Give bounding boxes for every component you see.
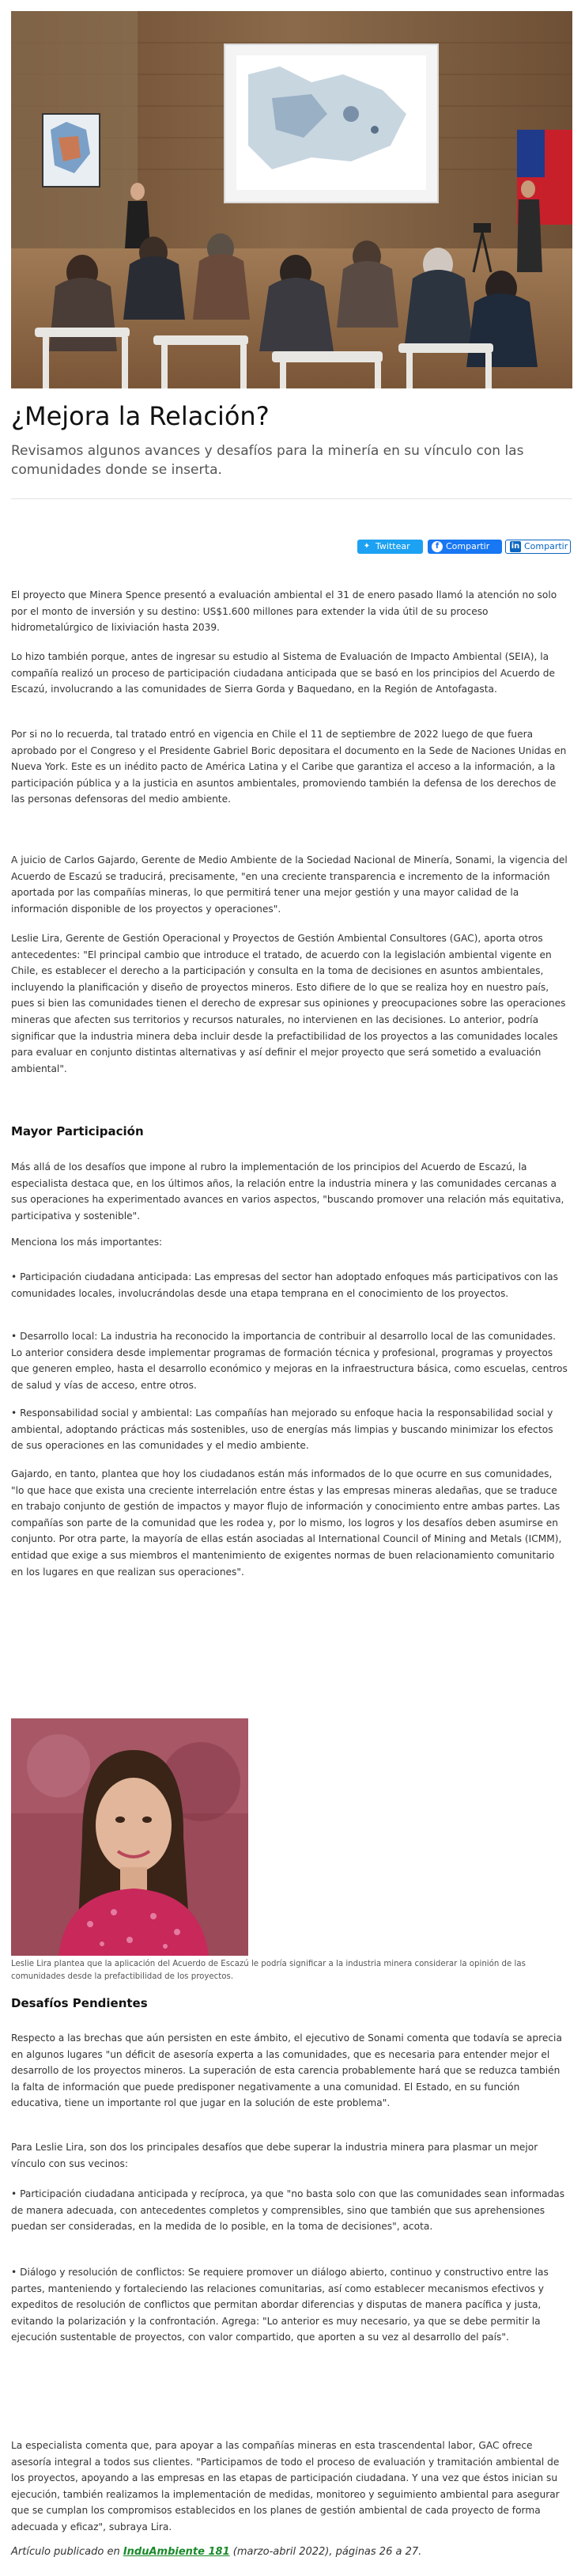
paragraph: Gajardo, en tanto, plantea que hoy los ciudadanos están más informados de lo que ocurre en sus comunidades, "lo que hace que exista una creciente interrelación entre éstas y las empresas mineras aledañas, que se traduce en trabajo conjunto de gestión de impactos y mayor flujo de información y conocimiento entre ambas partes. Las compañías son parte de la comunidad que les rodea y, por lo mismo, los logros y los desafíos deben asumirse en conjunto. Por otra parte, la mayoría de ellas están asociadas al International Council of Mining and Metals (ICMM), entidad que exige a sus miembros el mantenimiento de exigentes normas de buen relacionamiento comunitario en los lugares en que realizan sus operaciones".	[11, 1468, 562, 1578]
publication-note	[11, 2544, 568, 2560]
paragraph: Menciona los más importantes:	[11, 1237, 163, 1248]
paragraph: Para Leslie Lira, son dos los principales desafíos que debe superar la industria minera para plasmar un mejor vínculo con sus vecinos:	[11, 2142, 538, 2169]
list-item: • Desarrollo local: La industria ha reconocido la importancia de contribuir al desarrollo local de las comunidades. Lo anterior considera desde implementar programas de formación técnica y profesional, programas y proyectos que generen empleo, hasta el desarrollo económico y mejoras en la infraestructura básica, como escuelas, centros de salud y vías de acceso, entre otros.	[11, 1331, 568, 1391]
paragraph: A juicio de Carlos Gajardo, Gerente de Medio Ambiente de la Sociedad Nacional de Minería, Sonami, la vigencia del Acuerdo de Escazú se traducirá, precisamente, "en una creciente transparencia e incremento de la información aportada por las compañías mineras, lo que permitirá tener una mejor gestión y una mayor calidad de la información disponible de los proyectos y operaciones".	[11, 854, 568, 915]
paragraph: Leslie Lira, Gerente de Gestión Operacional y Proyectos de Gestión Ambiental Consultores (GAC), aporta otros antecedentes: "El principal cambio que introduce el tratado, de acuerdo con la legislación ambiental vigente en Chile, es establecer el derecho a la participación y consulta en la toma de decisiones en asuntos ambientales, incluyendo la planificación y diseño de proyectos mineros. Esto difiere de lo que se realiza hoy en nuestro país, pues si bien las comunidades tienen el derecho de expresar sus opiniones y preocupaciones sobre las operaciones mineras que afecten sus territorios y recursos naturales, no intervienen en las decisiones. Lo anterior, podría significar que la industria minera deba incluir desde la prefactibilidad de los proyectos a las comunidades locales para evaluar en conjunto distintas alternativas y así definir el mejor proyecto que será sometido a evaluación ambiental".	[11, 933, 566, 1074]
linkedin-icon: in	[511, 542, 520, 551]
list-item: • Participación ciudadana anticipada y recíproca, ya que "no basta solo con que las comunidades sean informadas de manera adecuada, con antecedentes completos y comprensibles, sino que también que sus aprehensiones puedan ser consideradas, en la medida de lo posible, en la toma de decisiones", acota.	[11, 2188, 565, 2233]
section-heading: Desafíos Pendientes	[11, 1996, 148, 2010]
facebook-icon: f	[432, 541, 443, 552]
list-item: • Participación ciudadana anticipada: Las empresas del sector han adoptado enfoques más participativos con las comunidades locales, involucrándolas desde una etapa temprana en el conocimiento de los proyectos.	[11, 1271, 559, 1299]
linkedin-share-label: Compartir	[524, 541, 568, 551]
leslie-lira-photo	[11, 1718, 248, 1956]
paragraph: La especialista comenta que, para apoyar a las compañías mineras en esta trascendental labor, GAC ofrece asesoría integral a todos sus clientes. "Participamos de todo el proceso de evaluación y tramitación ambiental de los proyectos, apoyando a las empresas en las etapas de participación ciudadana. Y una vez que éstos inician su ejecución, también realizamos la implementación de medidas, monitoreo y seguimiento ambiental para asegurar que se cumplan los compromisos establecidos en los planes de gestión ambiental de cada proyecto de forma adecuada y eficaz", subraya Lira.	[11, 2440, 560, 2532]
divider	[11, 498, 572, 499]
linkedin-share-button[interactable]	[505, 540, 571, 554]
publication-suffix: (marzo-abril 2022), páginas 26 a 27.	[229, 2546, 422, 2558]
paragraph: Por si no lo recuerda, tal tratado entró en vigencia en Chile el 11 de septiembre de 2022 luego de que fuera aprobado por el Congreso y el Presidente Gabriel Boric depositara el documento en la Sede de Naciones Unidas en Nueva York. Este es un inédito pacto de América Latina y el Caribe que garantiza el acceso a la información, a la participación pública y a la justicia en asuntos ambientales, promoviendo también la defensa de los derechos de las personas defensoras del medio ambiente.	[11, 729, 567, 805]
photo-caption: Leslie Lira plantea que la aplicación del Acuerdo de Escazú le podría significar a la industria minera considerar la opinión de las comunidades desde la prefactibilidad de los proyectos.	[11, 1960, 526, 1981]
hero-photo	[11, 11, 572, 388]
list-item: • Responsabilidad social y ambiental: Las compañías han mejorado su enfoque hacia la responsabilidad social y ambiental, adoptando prácticas más sostenibles, uso de energías más limpias y buscando minimizar los efectos de sus operaciones en las comunidades y el medio ambiente.	[11, 1407, 553, 1452]
twitter-share-button[interactable]	[357, 540, 423, 554]
twitter-icon: ✦	[363, 542, 371, 551]
publication-prefix: Artículo publicado en	[11, 2546, 123, 2558]
paragraph: Lo hizo también porque, antes de ingresar su estudio al Sistema de Evaluación de Impacto Ambiental (SEIA), la compañía realizó un proceso de participación ciudadana anticipada que se basó en los principios del Acuerdo de Escazú, involucrando a las comunidades de Sierra Gorda y Baquedano, en la Región de Antofagasta.	[11, 651, 555, 695]
paragraph: Más allá de los desafíos que impone al rubro la implementación de los principios del Acuerdo de Escazú, la especialista destaca que, en los últimos años, la relación entre la industria minera y las comunidades cercanas a sus operaciones ha experimentado avances en varios aspectos, "buscando promover una relación más equitativa, participativa y sostenible".	[11, 1161, 564, 1222]
portrait-illustration	[11, 1718, 248, 1956]
article-title: ¿Mejora la Relación?	[11, 401, 270, 431]
twitter-share-label: Twittear	[376, 541, 410, 551]
facebook-share-label: Compartir	[446, 541, 490, 551]
section-heading: Mayor Participación	[11, 1124, 144, 1138]
paragraph: El proyecto que Minera Spence presentó a evaluación ambiental el 31 de enero pasado llamó la atención no solo por el monto de inversión y su destino: US$1.600 millones para extender la vida útil de su proceso hidrometalúrgico de lixiviación hasta 2039.	[11, 589, 557, 634]
paragraph: Respecto a las brechas que aún persisten en este ámbito, el ejecutivo de Sonami comenta que todavía se aprecia en algunos lugares "un déficit de asesoría experta a las comunidades, que es necesaria para entender mejor el desarrollo de los proyectos mineros. La superación de esta carencia probablemente hará que se reduzca también la falta de información que puede predisponer negativamente a una comunidad. El Estado, en su función educativa, tiene un importante rol que jugar en la solución de este problema".	[11, 2032, 562, 2109]
list-item: • Diálogo y resolución de conflictos: Se requiere promover un diálogo abierto, continuo y constructivo entre las partes, manteniendo y fortaleciendo las relaciones comunitarias, así como establecer mecanismos efectivos y expeditos de resolución de conflictos que permitan abordar diferencias y disputas de manera pacífica y justa, evitando la polarización y la confrontación. Agrega: "Lo anterior es muy necesario, ya que se debe permitir la ejecución sustentable de proyectos, con valor compartido, que aporten a su vez al desarrollo del país".	[11, 2267, 549, 2343]
meeting-photo-illustration	[11, 11, 572, 388]
article-subtitle: Revisamos algunos avances y desafíos para la minería en su vínculo con las comunidades donde se inserta.	[11, 443, 524, 478]
facebook-share-button[interactable]	[428, 540, 502, 554]
induambiente-link[interactable]: InduAmbiente 181	[123, 2546, 230, 2558]
